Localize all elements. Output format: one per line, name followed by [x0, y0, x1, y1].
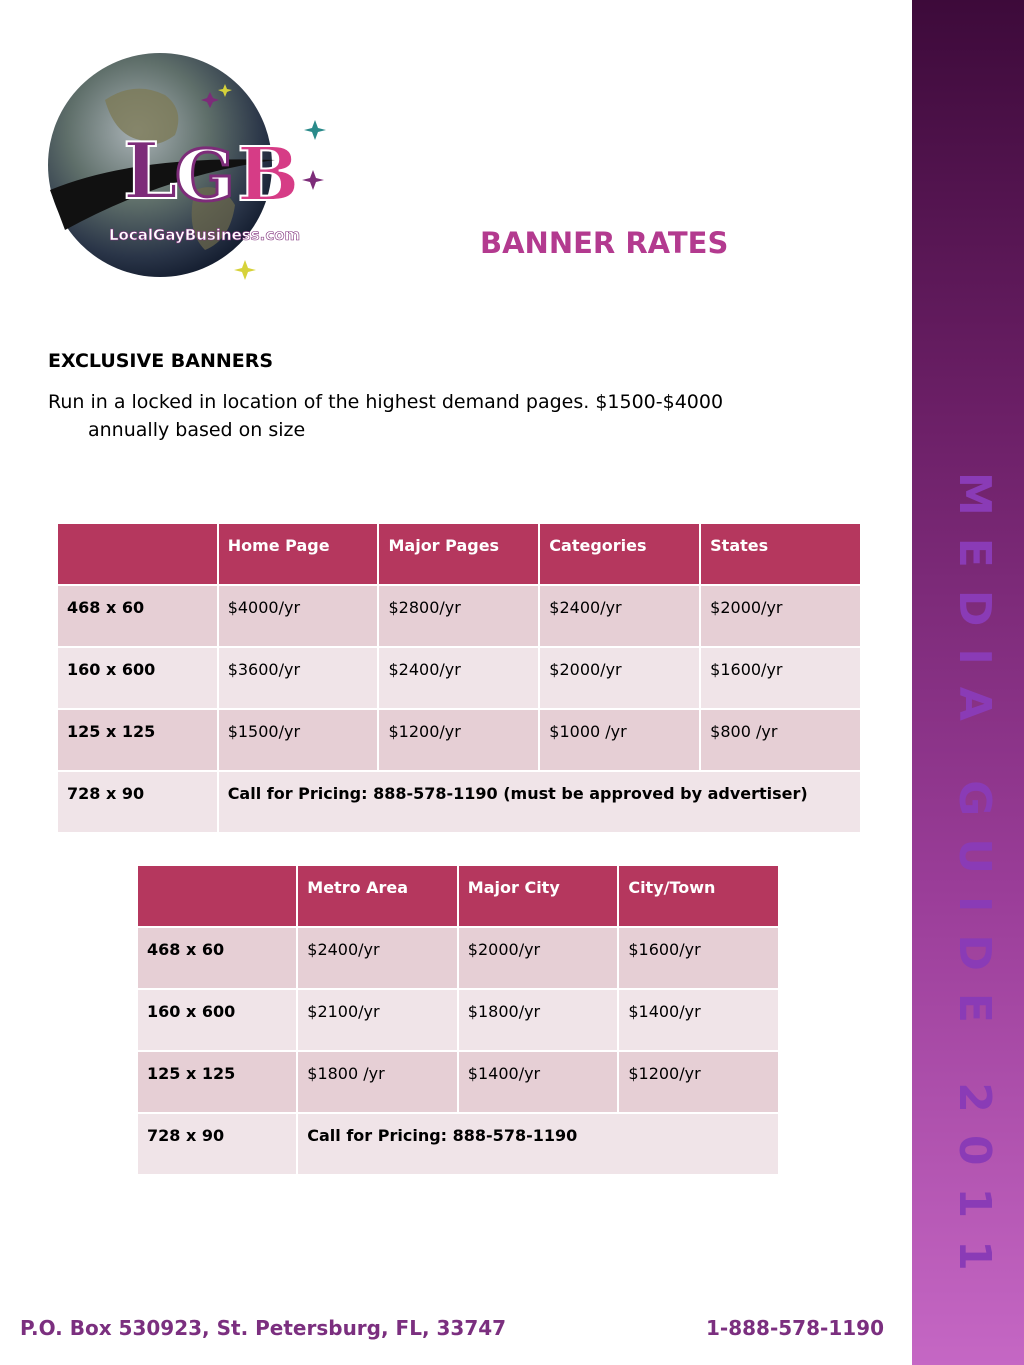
table-row [57, 709, 861, 771]
price-cell: $1600/yr [700, 647, 861, 709]
call-for-pricing-cell: Call for Pricing: 888-578-1190 [297, 1113, 779, 1175]
price-cell: $1800/yr [458, 989, 619, 1051]
table-header-cell [137, 865, 297, 927]
table-row [137, 1051, 779, 1113]
table-row [137, 989, 779, 1051]
banner-size-cell: 125 x 125 [137, 1051, 297, 1113]
banner-size-cell: 468 x 60 [57, 585, 218, 647]
logo-tagline: LocalGayBusiness.com [109, 226, 301, 244]
price-cell: $2400/yr [378, 647, 539, 709]
table-row [57, 585, 861, 647]
star-icon [304, 120, 326, 140]
banner-size-cell: 728 x 90 [57, 771, 218, 833]
price-cell: $2100/yr [297, 989, 458, 1051]
table-header-cell: Metro Area [297, 865, 458, 927]
table-header-row [57, 523, 861, 585]
logo-letter-g: G [175, 134, 235, 217]
price-cell: $1500/yr [218, 709, 379, 771]
logo-letter-b: B [237, 132, 300, 218]
rates-table-pages [56, 522, 862, 834]
price-cell: $1000 /yr [539, 709, 700, 771]
banner-size-cell: 468 x 60 [137, 927, 297, 989]
price-cell: $1400/yr [618, 989, 779, 1051]
price-cell: $1800 /yr [297, 1051, 458, 1113]
table-header-cell: Major City [458, 865, 619, 927]
price-cell: $2000/yr [539, 647, 700, 709]
price-cell: $1200/yr [378, 709, 539, 771]
section-body-line1: Run in a locked in location of the highest demand pages. $1500-$4000 [48, 391, 724, 413]
table-header-cell: Major Pages [378, 523, 539, 585]
section-body-line2: annually based on size [88, 419, 306, 441]
star-icon [302, 170, 324, 190]
price-cell: $1200/yr [618, 1051, 779, 1113]
table-row [57, 771, 861, 833]
price-cell: $1600/yr [618, 927, 779, 989]
table-row [137, 927, 779, 989]
price-cell: $2800/yr [378, 585, 539, 647]
table-header-row [137, 865, 779, 927]
table-row [137, 1113, 779, 1175]
banner-size-cell: 125 x 125 [57, 709, 218, 771]
page-title: BANNER RATES [480, 226, 729, 260]
sidebar-title: MEDIA GUIDE 2011 [949, 472, 1000, 1293]
rates-table-locations [136, 864, 780, 1176]
table-header-cell: Home Page [218, 523, 379, 585]
footer-address: P.O. Box 530923, St. Petersburg, FL, 33747 [20, 1316, 507, 1340]
price-cell: $2400/yr [539, 585, 700, 647]
table-header-cell: States [700, 523, 861, 585]
section-body [48, 388, 828, 444]
price-cell: $2400/yr [297, 927, 458, 989]
price-cell: $2000/yr [458, 927, 619, 989]
table-header-cell [57, 523, 218, 585]
banner-size-cell: 160 x 600 [57, 647, 218, 709]
banner-size-cell: 160 x 600 [137, 989, 297, 1051]
footer-phone: 1-888-578-1190 [706, 1316, 884, 1340]
price-cell: $3600/yr [218, 647, 379, 709]
price-cell: $1400/yr [458, 1051, 619, 1113]
star-icon [234, 260, 256, 280]
banner-size-cell: 728 x 90 [137, 1113, 297, 1175]
table-header-cell: City/Town [618, 865, 779, 927]
table-header-cell: Categories [539, 523, 700, 585]
call-for-pricing-cell: Call for Pricing: 888-578-1190 (must be approved by advertiser) [218, 771, 861, 833]
section-heading: EXCLUSIVE BANNERS [48, 350, 274, 372]
table-row [57, 647, 861, 709]
logo-letter-l: L [123, 126, 178, 217]
price-cell: $2000/yr [700, 585, 861, 647]
price-cell: $4000/yr [218, 585, 379, 647]
price-cell: $800 /yr [700, 709, 861, 771]
lgb-logo [45, 40, 345, 290]
